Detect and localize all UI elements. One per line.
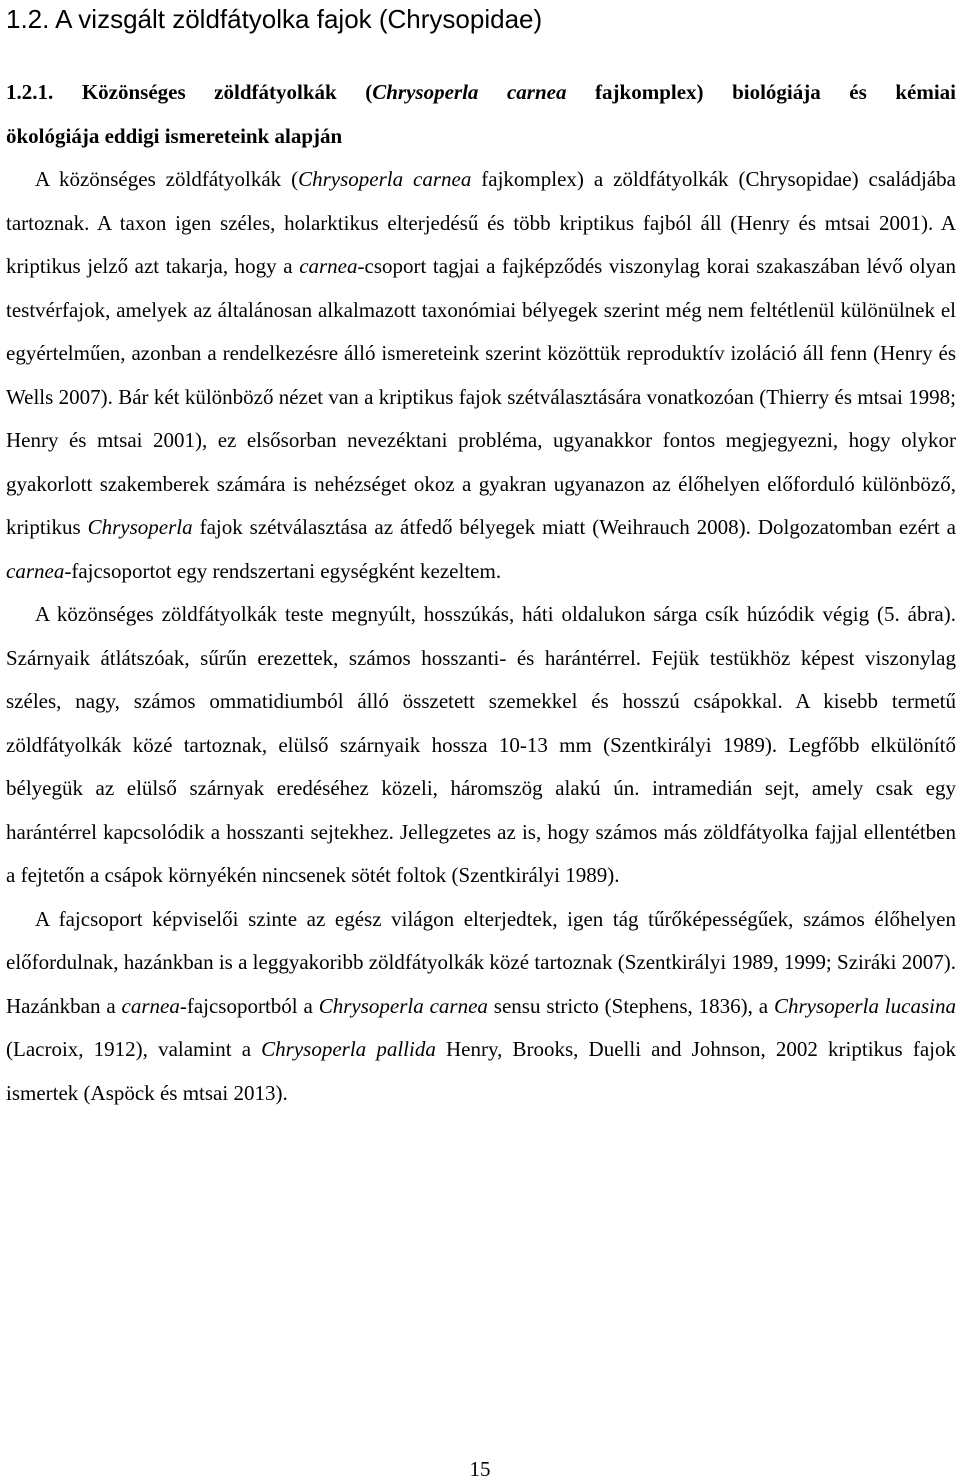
paragraph xyxy=(6,898,956,1116)
paragraph-text: A fajcsoport képviselői szinte az egész világon elterjedtek, igen tág tűrőképességűek, számos élőhelyen előfordulnak, hazánkban is a leggyakoribb zöldfátyolkák közé tartoznak (Szentkirályi 1989, 1999; Sziráki 2007). Hazánkban a xyxy=(6,906,956,1018)
subsection-number: 1.2.1. xyxy=(6,80,54,104)
page-number: 15 xyxy=(469,1457,491,1481)
paragraph xyxy=(6,593,956,898)
italic-term: Chrysoperla lucasina xyxy=(773,993,956,1018)
paragraph-text: sensu stricto (Stephens, 1836), a xyxy=(487,993,774,1018)
paragraph-text: fajkomplex) a zöldfátyolkák (Chrysopidae) családjába tartoznak. A taxon igen széles, holarktikus elterjedésű és több kriptikus fajból áll (Henry és mtsai 2001). A kriptikus jelző azt takarja, hogy a xyxy=(6,167,956,278)
paragraph-text: -csoport tagjai a fajképződés viszonylag korai szakaszában lévő olyan testvérfajok, amelyek az általánosan alkalmazott taxonómiai bélyegek szerint még nem feltétlenül különülnek el egyértelműen, azonban a rendelkezésre álló ismereteink szerint közöttük reproduktív izoláció áll fenn (Henry és Wells 2007). Bár két különböző nézet van a kriptikus fajok szétválasztására vonatkozóan (Thierry és mtsai 1998; Henry és mtsai 2001), ez elsősorban nevezéktani probléma, ugyanakkor fontos megjegyezni, hogy olykor gyakorlott szakemberek számára is nehézséget okoz a gyakran ugyanazon az élőhelyen előforduló különböző, kriptikus xyxy=(6,254,956,539)
body-text xyxy=(6,158,956,1115)
subsection-title-part: fajkomplex) biológiája és kémiai xyxy=(566,80,957,104)
paragraph-text: A közönséges zöldfátyolkák teste megnyúlt, hosszúkás, háti oldalukon sárga csík húzódik végig (5. ábra). Szárnyaik átlátszóak, sűrűn erezettek, számos hosszanti- és harántérrel. Fejük testükhöz képest viszonylag széles, nagy, számos ommatidiumból álló összetett szemekkel és hosszú csápokkal. A kisebb termetű zöldfátyolkák közé tartoznak, elülső szárnyaik hossza 10-13 mm (Szentkirályi 1989). Legfőbb elkülönítő bélyegük az elülső szárnyak eredéséhez közeli, háromszög alakú ún. intramedián sejt, amely csak egy harántérrel kapcsolódik a hosszanti sejtekhez. Jellegzetes az is, hogy számos más zöldfátyolka fajjal ellentétben a fejtetőn a csápok környékén nincsenek sötét foltok (Szentkirályi 1989). xyxy=(6,602,956,887)
subsection-heading-line-1 xyxy=(6,71,956,115)
paragraph-text: A közönséges zöldfátyolkák ( xyxy=(35,167,299,191)
italic-term: carnea xyxy=(6,558,65,583)
italic-term: carnea xyxy=(299,254,358,278)
paragraph-text: Henry, Brooks, Duelli and Johnson, 2002 kriptikus fajok ismertek (Aspöck és mtsai 2013). xyxy=(6,1037,956,1105)
italic-term: carnea xyxy=(121,993,180,1018)
subsection-title-part: Közönséges zöldfátyolkák ( xyxy=(81,80,373,104)
italic-term: Chrysoperla carnea xyxy=(298,167,472,191)
subsection-heading-line-2: ökológiája eddigi ismereteink alapján xyxy=(6,123,343,148)
subsection-title-species: Chrysoperla carnea xyxy=(372,80,567,104)
italic-term: Chrysoperla carnea xyxy=(318,993,488,1018)
paragraph-text: -fajcsoportból a xyxy=(179,993,319,1018)
paragraph-text: -fajcsoportot egy rendszertani egységként kezeltem. xyxy=(64,558,502,583)
paragraph-text: fajok szétválasztása az átfedő bélyegek miatt (Weihrauch 2008). Dolgozatomban ezért a xyxy=(192,515,956,539)
paragraph-text: (Lacroix, 1912), valamint a xyxy=(6,1037,262,1061)
subsection-heading xyxy=(6,71,956,158)
paragraph xyxy=(6,158,956,593)
section-heading: 1.2. A vizsgált zöldfátyolka fajok (Chrysopidae) xyxy=(6,4,543,34)
italic-term: Chrysoperla xyxy=(87,515,193,539)
italic-term: Chrysoperla pallida xyxy=(261,1037,436,1061)
